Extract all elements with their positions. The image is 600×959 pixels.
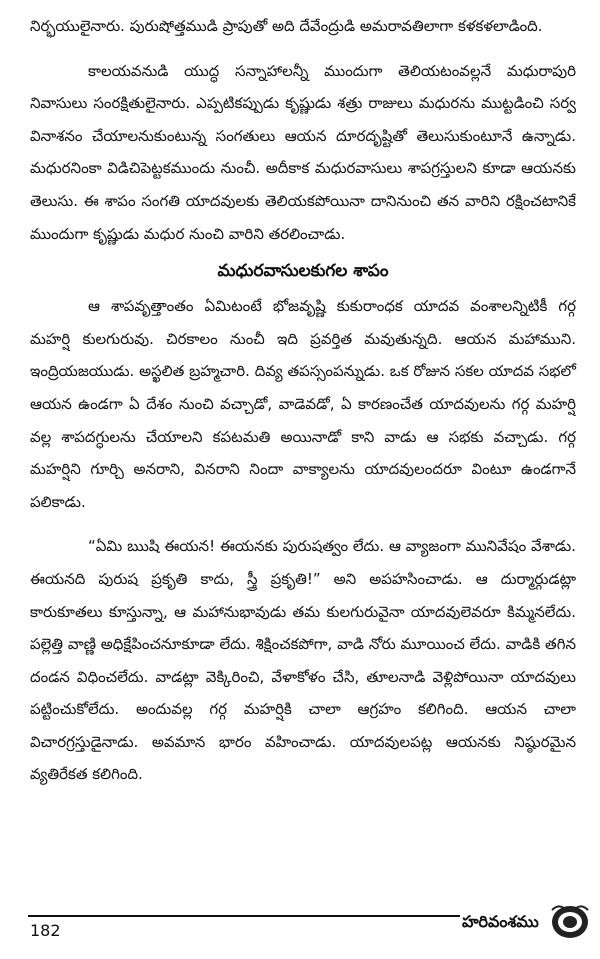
page-body bbox=[30, 10, 576, 791]
peacock-feather-icon bbox=[548, 902, 592, 942]
section-heading: మధురవాసులకుగల శాపం bbox=[217, 261, 389, 282]
paragraph-kalayavana: కాలయవనుడి యుద్ధ సన్నాహాలన్నీ ముందుగా తెలియటంవల్లనే మధురాపురి నివాసులు సంరక్షితులైనారు. ఎప్పటికప్పుడు కృష్ణుడు శత్రు రాజులు మధురను ముట్టడించి సర్వ వినాశనం చేయాలనుకుంటున్న సంగతులు ఆయన దూరదృష్టితో తెలుసుకుంటూనే ఉన్నాడు. మధురనింకా విడిచిపెట్టకముందు నుంచీ. అదీకాక మధురవాసులు శాపగ్రస్తులని కూడా ఆయనకు తెలుసు. ఈ శాపం సంగతి యాదవులకు తెలియకపోయినా దానినుంచి తన వారిని రక్షించటానికే ముందుగా కృష్ణుడు మధుర నుంచి వారిని తరలించాడు. bbox=[30, 61, 576, 243]
paragraph-curse-story: ఆ శాపవృత్తాంతం ఏమిటంటే భోజవృష్ణి కుకురాంధక యాదవ వంశాలన్నిటికీ గర్గ మహర్షి కులగురువు. చిరకాలం నుంచీ ఇది ప్రవర్తిత మవుతున్నది. ఆయన మహాముని. ఇంద్రియజయుడు. అస్ఖలిత బ్రహ్మచారి. దివ్య తపస్సంపన్నుడు. ఒక రోజున సకల యాదవ సభలో ఆయన ఉండగా ఏ దేశం నుంచి వచ్చాడో, వాడెవడో, ఏ కారణంచేత యాదవులను గర్గ మహర్షి వల్ల శాపదగ్ధులను చేయాలని కపటమతి అయినాడో కాని వాడు ఆ సభకు వచ్చాడు. గర్గ మహర్షిని గూర్చి అనరాని, వినరాని నిందా వాక్యాలను యాదవులందరూ వింటూ ఉండగానే పలికాడు. bbox=[30, 297, 576, 511]
running-footer-title: హరివంశము bbox=[462, 912, 539, 931]
paragraph-insult: “ఏమి ఋషి ఈయన! ఈయనకు పురుషత్వం లేదు. ఆ వ్యాజంగా మునివేషం వేశాడు. ఈయనది పురుష ప్రకృతి కాదు, స్త్రీ ప్రకృతి!” అని అపహసించాడు. ఆ దుర్మార్గుడట్లా కారుకూతలు కూస్తున్నా, ఆ మహానుభావుడు తమ కులగురువైనా యాదవులెవరూ కిమ్మనలేదు. పల్లెత్తి వాణ్ణి అధిక్షేపించనూకూడా లేదు. శిక్షించకపోగా, వాడి నోరు మూయించ లేదు. వాడికి తగిన దండన విధించలేదు. వాడట్లా వెక్కిరించి, వేళాకోళం చేసి, తూలనాడి వెళ్లిపోయినా యాదవులు పట్టించుకోలేదు. అందువల్ల గర్గ మహర్షికి చాలా ఆగ్రహం కలిగింది. ఆయన చాలా విచారగ్రస్తుడైనాడు. అవమాన భారం వహించాడు. యాదవులపట్ల ఆయనకు నిష్ఠురమైన వ్యతిరేకత కలిగింది. bbox=[30, 537, 576, 784]
paragraph-continuation: నిర్భయులైనారు. పురుషోత్తముడి ప్రాపుతో అది దేవేంద్రుడి అమరావతిలాగా కళకళలాడింది. bbox=[30, 17, 543, 35]
page-number: 182 bbox=[30, 921, 61, 940]
footer-divider bbox=[28, 915, 460, 917]
